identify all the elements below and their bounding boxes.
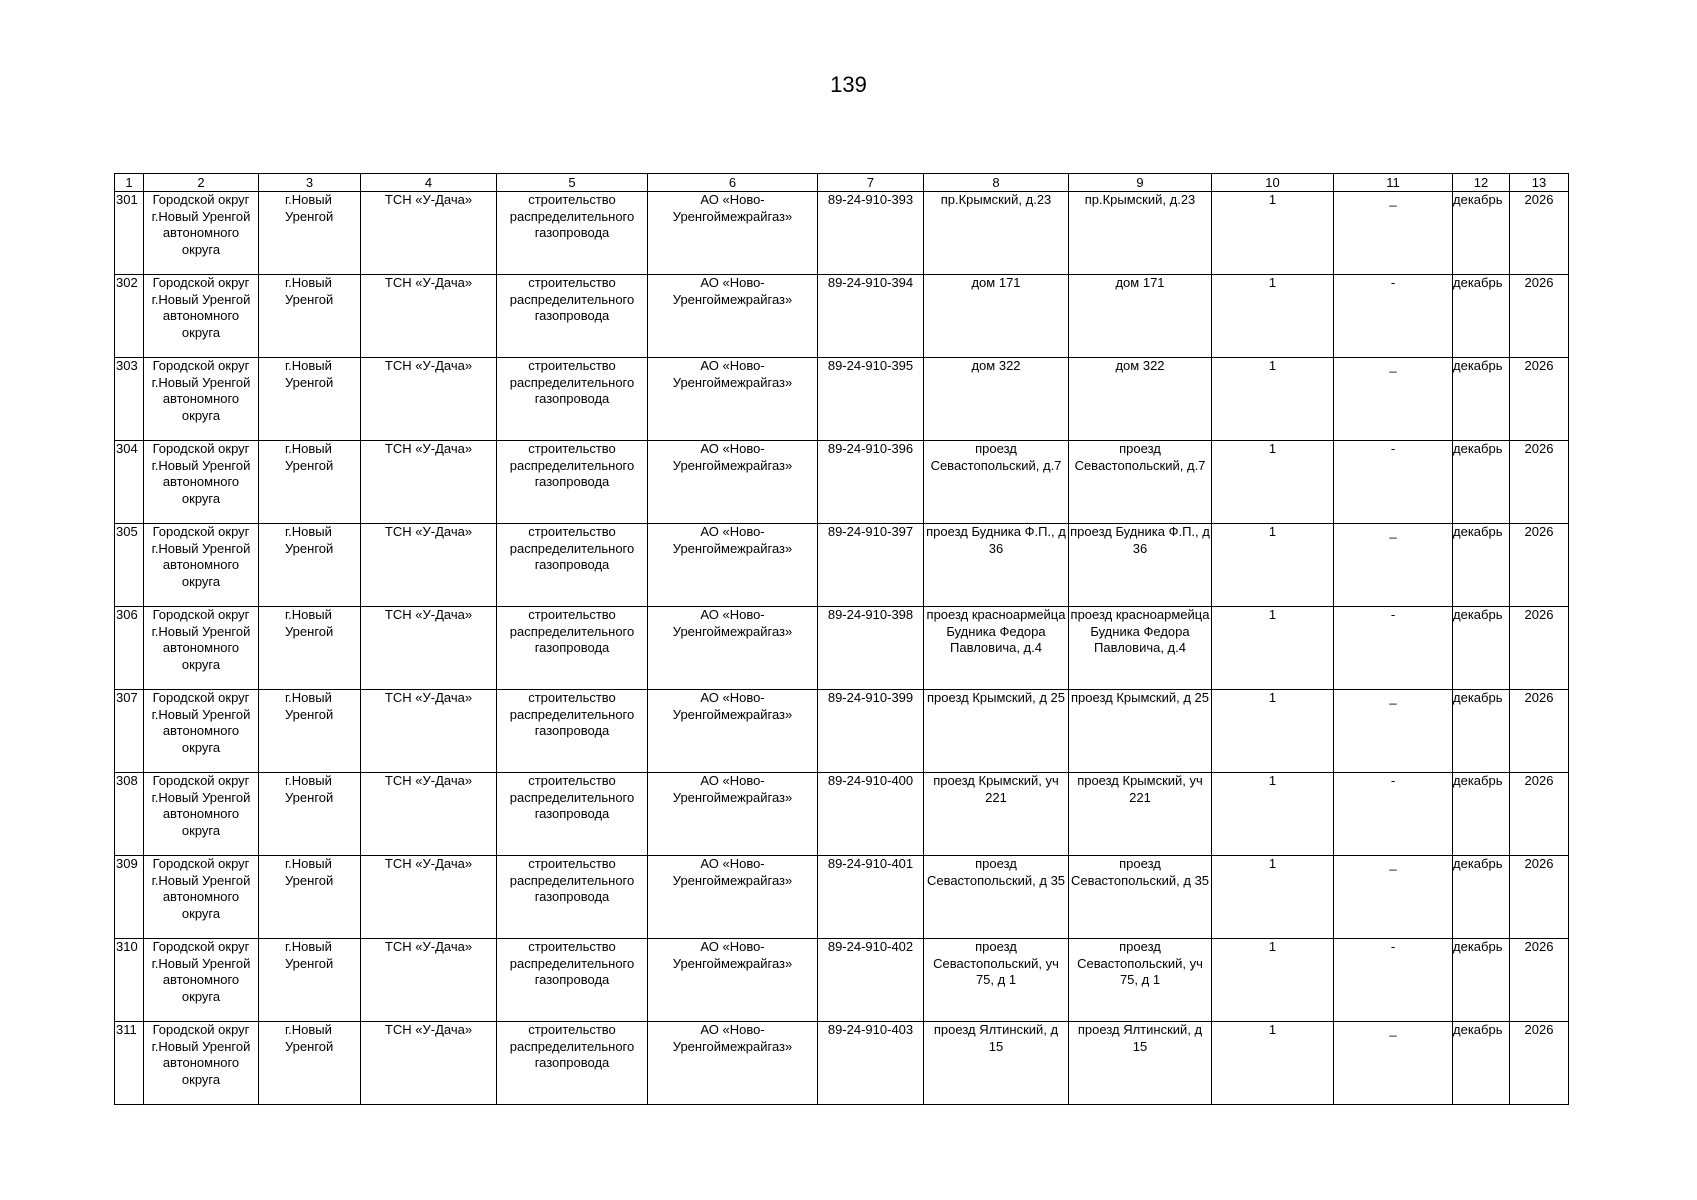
code-cell: 89-24-910-397: [818, 524, 924, 607]
city-cell: г.Новый Уренгой: [259, 773, 361, 856]
column-header: 1: [115, 174, 144, 192]
address-from-cell: проезд Севастопольский, д.7: [924, 441, 1069, 524]
row-number-cell: 303: [115, 358, 144, 441]
work-type-cell: строительство распределительного газопровода: [497, 1022, 648, 1105]
city-cell: г.Новый Уренгой: [259, 441, 361, 524]
work-type-cell: строительство распределительного газопровода: [497, 358, 648, 441]
quantity-cell: 1: [1212, 690, 1334, 773]
month-cell: декабрь: [1453, 939, 1510, 1022]
owner-cell: АО «Ново-Уренгоймежрайгаз»: [648, 275, 818, 358]
table-body: [115, 192, 1569, 1105]
column-header: 6: [648, 174, 818, 192]
address-to-cell: проезд Севастопольский, д 35: [1069, 856, 1212, 939]
address-to-cell: проезд Крымский, уч 221: [1069, 773, 1212, 856]
row-number-cell: 309: [115, 856, 144, 939]
year-cell: 2026: [1510, 192, 1569, 275]
code-cell: 89-24-910-398: [818, 607, 924, 690]
owner-cell: АО «Ново-Уренгоймежрайгаз»: [648, 441, 818, 524]
table-row: [115, 690, 1569, 773]
column-11-cell: -: [1334, 275, 1453, 358]
owner-cell: АО «Ново-Уренгоймежрайгаз»: [648, 690, 818, 773]
code-cell: 89-24-910-402: [818, 939, 924, 1022]
work-type-cell: строительство распределительного газопровода: [497, 192, 648, 275]
table-row: [115, 939, 1569, 1022]
page-number: 139: [830, 72, 867, 97]
owner-cell: АО «Ново-Уренгоймежрайгаз»: [648, 524, 818, 607]
address-from-cell: проезд красноармейца Будника Федора Павловича, д.4: [924, 607, 1069, 690]
month-cell: декабрь: [1453, 524, 1510, 607]
address-from-cell: дом 171: [924, 275, 1069, 358]
address-to-cell: проезд Ялтинский, д 15: [1069, 1022, 1212, 1105]
code-cell: 89-24-910-401: [818, 856, 924, 939]
year-cell: 2026: [1510, 607, 1569, 690]
quantity-cell: 1: [1212, 524, 1334, 607]
quantity-cell: 1: [1212, 275, 1334, 358]
year-cell: 2026: [1510, 773, 1569, 856]
table-row: [115, 1022, 1569, 1105]
column-header: 9: [1069, 174, 1212, 192]
address-to-cell: дом 171: [1069, 275, 1212, 358]
district-cell: Городской округ г.Новый Уренгой автономного округа: [144, 524, 259, 607]
work-type-cell: строительство распределительного газопровода: [497, 524, 648, 607]
row-number-cell: 308: [115, 773, 144, 856]
column-header: 10: [1212, 174, 1334, 192]
table-row: [115, 773, 1569, 856]
column-header: 13: [1510, 174, 1569, 192]
city-cell: г.Новый Уренгой: [259, 524, 361, 607]
owner-cell: АО «Ново-Уренгоймежрайгаз»: [648, 856, 818, 939]
organization-cell: ТСН «У-Дача»: [361, 192, 497, 275]
column-11-cell: _: [1334, 690, 1453, 773]
month-cell: декабрь: [1453, 690, 1510, 773]
column-header: 4: [361, 174, 497, 192]
code-cell: 89-24-910-396: [818, 441, 924, 524]
district-cell: Городской округ г.Новый Уренгой автономного округа: [144, 690, 259, 773]
work-type-cell: строительство распределительного газопровода: [497, 856, 648, 939]
owner-cell: АО «Ново-Уренгоймежрайгаз»: [648, 773, 818, 856]
row-number-cell: 311: [115, 1022, 144, 1105]
address-from-cell: проезд Крымский, уч 221: [924, 773, 1069, 856]
address-to-cell: проезд Будника Ф.П., д 36: [1069, 524, 1212, 607]
address-to-cell: проезд Севастопольский, уч 75, д 1: [1069, 939, 1212, 1022]
table-row: [115, 275, 1569, 358]
work-type-cell: строительство распределительного газопровода: [497, 939, 648, 1022]
city-cell: г.Новый Уренгой: [259, 358, 361, 441]
work-type-cell: строительство распределительного газопровода: [497, 275, 648, 358]
column-11-cell: _: [1334, 524, 1453, 607]
year-cell: 2026: [1510, 441, 1569, 524]
address-from-cell: дом 322: [924, 358, 1069, 441]
address-from-cell: проезд Крымский, д 25: [924, 690, 1069, 773]
month-cell: декабрь: [1453, 192, 1510, 275]
code-cell: 89-24-910-399: [818, 690, 924, 773]
organization-cell: ТСН «У-Дача»: [361, 524, 497, 607]
data-table: [114, 173, 1569, 1105]
table-row: [115, 524, 1569, 607]
city-cell: г.Новый Уренгой: [259, 939, 361, 1022]
city-cell: г.Новый Уренгой: [259, 1022, 361, 1105]
code-cell: 89-24-910-403: [818, 1022, 924, 1105]
owner-cell: АО «Ново-Уренгоймежрайгаз»: [648, 607, 818, 690]
row-number-cell: 310: [115, 939, 144, 1022]
code-cell: 89-24-910-395: [818, 358, 924, 441]
column-header: 2: [144, 174, 259, 192]
quantity-cell: 1: [1212, 773, 1334, 856]
code-cell: 89-24-910-400: [818, 773, 924, 856]
district-cell: Городской округ г.Новый Уренгой автономного округа: [144, 441, 259, 524]
year-cell: 2026: [1510, 524, 1569, 607]
quantity-cell: 1: [1212, 939, 1334, 1022]
district-cell: Городской округ г.Новый Уренгой автономного округа: [144, 773, 259, 856]
address-from-cell: проезд Будника Ф.П., д 36: [924, 524, 1069, 607]
district-cell: Городской округ г.Новый Уренгой автономного округа: [144, 856, 259, 939]
table-row: [115, 441, 1569, 524]
organization-cell: ТСН «У-Дача»: [361, 690, 497, 773]
district-cell: Городской округ г.Новый Уренгой автономного округа: [144, 607, 259, 690]
quantity-cell: 1: [1212, 441, 1334, 524]
column-11-cell: -: [1334, 607, 1453, 690]
year-cell: 2026: [1510, 690, 1569, 773]
column-header: 5: [497, 174, 648, 192]
month-cell: декабрь: [1453, 607, 1510, 690]
district-cell: Городской округ г.Новый Уренгой автономного округа: [144, 275, 259, 358]
month-cell: декабрь: [1453, 773, 1510, 856]
year-cell: 2026: [1510, 856, 1569, 939]
address-to-cell: дом 322: [1069, 358, 1212, 441]
code-cell: 89-24-910-393: [818, 192, 924, 275]
work-type-cell: строительство распределительного газопровода: [497, 690, 648, 773]
row-number-cell: 302: [115, 275, 144, 358]
quantity-cell: 1: [1212, 856, 1334, 939]
work-type-cell: строительство распределительного газопровода: [497, 773, 648, 856]
row-number-cell: 305: [115, 524, 144, 607]
year-cell: 2026: [1510, 275, 1569, 358]
organization-cell: ТСН «У-Дача»: [361, 607, 497, 690]
organization-cell: ТСН «У-Дача»: [361, 358, 497, 441]
organization-cell: ТСН «У-Дача»: [361, 1022, 497, 1105]
month-cell: декабрь: [1453, 441, 1510, 524]
address-to-cell: пр.Крымский, д.23: [1069, 192, 1212, 275]
district-cell: Городской округ г.Новый Уренгой автономного округа: [144, 939, 259, 1022]
month-cell: декабрь: [1453, 1022, 1510, 1105]
organization-cell: ТСН «У-Дача»: [361, 275, 497, 358]
row-number-cell: 307: [115, 690, 144, 773]
column-11-cell: -: [1334, 441, 1453, 524]
owner-cell: АО «Ново-Уренгоймежрайгаз»: [648, 1022, 818, 1105]
address-from-cell: проезд Севастопольский, д 35: [924, 856, 1069, 939]
column-11-cell: _: [1334, 358, 1453, 441]
city-cell: г.Новый Уренгой: [259, 690, 361, 773]
table-row: [115, 607, 1569, 690]
owner-cell: АО «Ново-Уренгоймежрайгаз»: [648, 358, 818, 441]
row-number-cell: 304: [115, 441, 144, 524]
address-from-cell: проезд Севастопольский, уч 75, д 1: [924, 939, 1069, 1022]
column-header: 3: [259, 174, 361, 192]
quantity-cell: 1: [1212, 358, 1334, 441]
year-cell: 2026: [1510, 939, 1569, 1022]
row-number-cell: 306: [115, 607, 144, 690]
district-cell: Городской округ г.Новый Уренгой автономного округа: [144, 192, 259, 275]
header-row: [115, 174, 1569, 192]
city-cell: г.Новый Уренгой: [259, 856, 361, 939]
row-number-cell: 301: [115, 192, 144, 275]
organization-cell: ТСН «У-Дача»: [361, 441, 497, 524]
column-header: 11: [1334, 174, 1453, 192]
owner-cell: АО «Ново-Уренгоймежрайгаз»: [648, 192, 818, 275]
month-cell: декабрь: [1453, 275, 1510, 358]
code-cell: 89-24-910-394: [818, 275, 924, 358]
table-row: [115, 856, 1569, 939]
organization-cell: ТСН «У-Дача»: [361, 939, 497, 1022]
owner-cell: АО «Ново-Уренгоймежрайгаз»: [648, 939, 818, 1022]
address-to-cell: проезд красноармейца Будника Федора Павловича, д.4: [1069, 607, 1212, 690]
address-from-cell: пр.Крымский, д.23: [924, 192, 1069, 275]
district-cell: Городской округ г.Новый Уренгой автономного округа: [144, 358, 259, 441]
address-from-cell: проезд Ялтинский, д 15: [924, 1022, 1069, 1105]
quantity-cell: 1: [1212, 607, 1334, 690]
city-cell: г.Новый Уренгой: [259, 275, 361, 358]
column-header: 7: [818, 174, 924, 192]
table-row: [115, 192, 1569, 275]
work-type-cell: строительство распределительного газопровода: [497, 607, 648, 690]
organization-cell: ТСН «У-Дача»: [361, 773, 497, 856]
table-row: [115, 358, 1569, 441]
city-cell: г.Новый Уренгой: [259, 192, 361, 275]
column-header: 12: [1453, 174, 1510, 192]
column-header: 8: [924, 174, 1069, 192]
address-to-cell: проезд Севастопольский, д.7: [1069, 441, 1212, 524]
month-cell: декабрь: [1453, 856, 1510, 939]
column-11-cell: _: [1334, 192, 1453, 275]
district-cell: Городской округ г.Новый Уренгой автономного округа: [144, 1022, 259, 1105]
year-cell: 2026: [1510, 358, 1569, 441]
column-11-cell: -: [1334, 939, 1453, 1022]
address-to-cell: проезд Крымский, д 25: [1069, 690, 1212, 773]
column-11-cell: -: [1334, 773, 1453, 856]
column-11-cell: _: [1334, 1022, 1453, 1105]
quantity-cell: 1: [1212, 192, 1334, 275]
city-cell: г.Новый Уренгой: [259, 607, 361, 690]
quantity-cell: 1: [1212, 1022, 1334, 1105]
year-cell: 2026: [1510, 1022, 1569, 1105]
month-cell: декабрь: [1453, 358, 1510, 441]
work-type-cell: строительство распределительного газопровода: [497, 441, 648, 524]
column-11-cell: _: [1334, 856, 1453, 939]
organization-cell: ТСН «У-Дача»: [361, 856, 497, 939]
